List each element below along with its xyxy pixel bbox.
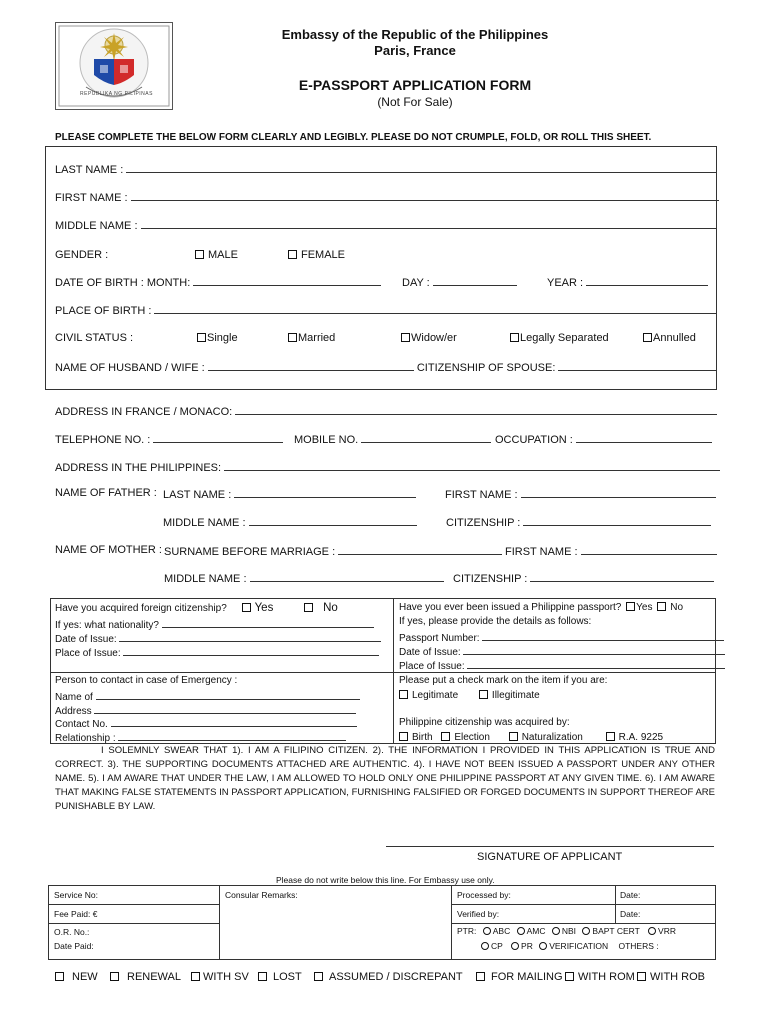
occupation-row (495, 432, 712, 446)
annulled-checkbox[interactable] (643, 333, 652, 342)
mother-middle-label: MIDDLE NAME : (164, 573, 247, 585)
civil-separated-option[interactable] (510, 332, 609, 344)
with-rom-label: WITH ROM (578, 971, 635, 983)
gender-label: GENDER : (55, 249, 109, 261)
passport-number-label: Passport Number: (399, 633, 480, 644)
emergency-contact-field[interactable] (111, 716, 357, 727)
place-of-birth-field[interactable] (154, 303, 716, 314)
telephone-field[interactable] (153, 432, 283, 443)
mobile-label: MOBILE NO. (294, 434, 359, 446)
passport-question-row (399, 602, 683, 613)
separated-label: Legally Separated (520, 332, 609, 344)
ptr-pr-label: PR (521, 941, 533, 951)
office-div-1 (219, 885, 220, 959)
mother-middle-field[interactable] (250, 571, 444, 582)
emergency-name-row (55, 689, 360, 703)
single-label: Single (207, 332, 238, 344)
mobile-field[interactable] (361, 432, 491, 443)
emergency-address-field[interactable] (94, 703, 356, 714)
legitimacy-options (399, 690, 540, 701)
signature-line[interactable] (386, 846, 714, 847)
office-hdiv-3 (451, 904, 715, 905)
ptr-others-label: OTHERS : (618, 941, 659, 951)
occupation-label: OCCUPATION : (495, 434, 573, 446)
father-citizenship-row (446, 515, 711, 529)
legitimate-label: Legitimate (412, 690, 459, 701)
father-last-field[interactable] (234, 487, 416, 498)
telephone-label: TELEPHONE NO. : (55, 434, 151, 446)
fee-paid-label: Fee Paid: € (54, 909, 98, 919)
dob-row (55, 275, 381, 289)
passport-yes-label: Yes (636, 602, 653, 613)
ptr-nbi-label: NBI (561, 926, 577, 936)
spouse-citizenship-label: CITIZENSHIP OF SPOUSE: (416, 362, 556, 374)
office-hdiv-2 (48, 923, 220, 924)
telephone-row (55, 432, 283, 446)
ptr-cp-label: CP (491, 941, 503, 951)
ptr-verification-label: VERIFICATION (549, 941, 609, 951)
foreign-no-label: No (323, 602, 338, 614)
with-sv-checkbox[interactable] (191, 972, 200, 981)
bottom-option-with-sv[interactable] (191, 971, 249, 983)
embassy-city: Paris, France (374, 43, 456, 58)
emergency-relationship-label: Relationship : (55, 733, 116, 744)
widow-checkbox[interactable] (401, 333, 410, 342)
consular-remarks-label: Consular Remarks: (225, 890, 298, 900)
passport-no-checkbox[interactable] (657, 602, 666, 611)
father-label: NAME OF FATHER : (55, 487, 157, 499)
ptr-label: PTR: (457, 926, 477, 936)
verified-date-label: Date: (620, 909, 641, 919)
civil-widow-option[interactable] (401, 332, 457, 344)
bottom-option-lost[interactable] (258, 971, 302, 983)
ptr-abc-label: ABC (492, 926, 511, 936)
female-label: FEMALE (301, 249, 346, 261)
ptr-vrr-radio[interactable] (648, 927, 656, 935)
ptr-amc-radio[interactable] (517, 927, 525, 935)
bottom-option-mailing[interactable] (476, 971, 563, 983)
ptr-vrr-label: VRR (658, 926, 676, 936)
mother-surname-field[interactable] (338, 544, 502, 555)
ptr-row-2 (481, 941, 659, 951)
dob-year-field[interactable] (586, 275, 708, 286)
signature-label: SIGNATURE OF APPLICANT (477, 851, 623, 863)
emergency-address-label: Address (55, 706, 92, 717)
form-instruction: PLEASE COMPLETE THE BELOW FORM CLEARLY AND LEGIBLY. PLEASE DO NOT CRUMPLE, FOLD, OR ROLL THIS SHEET. (55, 132, 652, 143)
mother-first-label: FIRST NAME : (505, 546, 578, 558)
emergency-relationship-field[interactable] (118, 730, 346, 741)
mother-first-field[interactable] (581, 544, 717, 555)
emergency-title: Person to contact in case of Emergency : (55, 675, 238, 686)
father-last-row (163, 487, 416, 501)
foreign-date-field[interactable] (119, 631, 381, 642)
spouse-citizenship-field[interactable] (558, 360, 716, 371)
verified-by-label: Verified by: (457, 909, 500, 919)
passport-date-field[interactable] (463, 644, 725, 655)
mother-surname-row (164, 544, 502, 558)
father-middle-label: MIDDLE NAME : (163, 517, 246, 529)
spouse-name-label: NAME OF HUSBAND / WIFE : (55, 362, 205, 374)
middle-name-label: MIDDLE NAME : (55, 220, 138, 232)
lost-checkbox[interactable] (258, 972, 267, 981)
ra-label: R.A. 9225 (618, 732, 664, 743)
father-last-label: LAST NAME : (163, 489, 232, 501)
ptr-abc-radio[interactable] (483, 927, 491, 935)
first-name-label: FIRST NAME : (55, 192, 128, 204)
foreign-place-field[interactable] (123, 645, 379, 656)
father-middle-row (163, 515, 417, 529)
passport-details: If yes, please provide the details as follows: (399, 616, 592, 627)
female-checkbox[interactable] (288, 250, 297, 259)
with-rob-checkbox[interactable] (637, 972, 646, 981)
foreign-place-row (55, 645, 379, 659)
father-first-field[interactable] (521, 487, 716, 498)
assumed-checkbox[interactable] (314, 972, 323, 981)
acquired-options (399, 732, 663, 743)
mailing-checkbox[interactable] (476, 972, 485, 981)
processed-by-label: Processed by: (457, 890, 511, 900)
ptr-cp-radio[interactable] (481, 942, 489, 950)
spouse-row (55, 360, 716, 374)
legitimate-checkbox[interactable] (399, 690, 408, 699)
mother-surname-label: SURNAME BEFORE MARRIAGE : (164, 546, 336, 558)
emergency-relationship-row (55, 730, 346, 744)
separated-checkbox[interactable] (510, 333, 519, 342)
single-checkbox[interactable] (197, 333, 206, 342)
illegitimate-label: Illegitimate (491, 690, 540, 701)
foreign-date-label: Date of Issue: (55, 634, 117, 645)
father-first-label: FIRST NAME : (445, 489, 518, 501)
married-checkbox[interactable] (288, 333, 297, 342)
oath-text: I SOLEMNLY SWEAR THAT 1). I AM A FILIPINO CITIZEN. 2). THE INFORMATION I PROVIDED IN THIS APPLICATION IS TRUE AND CORRECT. 3). THE SUPPORTING DOCUMENTS ATTACHED ARE AUTHENTIC. 4). I HAVE NOT BEEN ISSUED A PASSPORT UNDER ANY OTHER NAME. 5). I AM AWARE THAT UNDER THE LAW, I AM ALLOWED TO HOLD ONLY ONE PHILIPPINE PASSPORT AT ANY GIVEN TIME. 6). I AM AWARE THAT MAKING FALSE STATEMENTS IN PASSPORT APPLICATION, FURNISHING FALSIFIED OR FORGED DOCUMENTS IN SUPPORT THEREOF ARE PUNISHABLE BY LAW. (55, 745, 715, 812)
occupation-field[interactable] (576, 432, 712, 443)
foreign-yes-checkbox[interactable] (242, 603, 251, 612)
first-name-row (55, 190, 719, 204)
civil-annulled-option[interactable] (643, 332, 696, 344)
father-citizenship-label: CITIZENSHIP : (446, 517, 521, 529)
ptr-nbi-radio[interactable] (552, 927, 560, 935)
foreign-nationality-label: If yes: what nationality? (55, 620, 159, 631)
emergency-name-field[interactable] (96, 689, 360, 700)
office-hdiv-1 (48, 904, 220, 905)
last-name-row (55, 162, 716, 176)
male-label: MALE (208, 249, 238, 261)
bottom-option-new[interactable] (55, 971, 98, 983)
with-rom-checkbox[interactable] (565, 972, 574, 981)
personal-info-box (45, 146, 717, 390)
father-middle-field[interactable] (249, 515, 417, 526)
first-name-field[interactable] (131, 190, 719, 201)
ptr-pr-radio[interactable] (511, 942, 519, 950)
assumed-label: ASSUMED / DISCREPANT (329, 971, 463, 983)
bottom-option-with-rom[interactable] (565, 971, 635, 983)
civil-single-option[interactable] (197, 332, 238, 344)
foreign-nationality-row (55, 617, 374, 631)
form-subtitle: (Not For Sale) (377, 95, 453, 109)
address-ph-field[interactable] (224, 460, 720, 471)
birth-checkbox[interactable] (399, 732, 408, 741)
box-horizontal-divider (50, 672, 715, 673)
passport-date-row (399, 644, 725, 658)
birth-label: Birth (412, 732, 433, 743)
naturalization-checkbox[interactable] (509, 732, 518, 741)
middle-name-row (55, 218, 716, 232)
date-paid-label: Date Paid: (54, 941, 94, 951)
illegitimate-checkbox[interactable] (479, 690, 488, 699)
renewal-checkbox[interactable] (110, 972, 119, 981)
renewal-label: RENEWAL (127, 971, 181, 983)
embassy-seal (55, 22, 173, 110)
mother-middle-row (164, 571, 444, 585)
passport-number-row (399, 630, 724, 644)
foreign-place-label: Place of Issue: (55, 648, 121, 659)
widow-label: Widow/er (411, 332, 457, 344)
box-vertical-divider (393, 598, 394, 743)
form-title: E-PASSPORT APPLICATION FORM (298, 77, 532, 93)
office-div-2 (451, 885, 452, 959)
passport-place-label: Place of Issue: (399, 661, 465, 672)
gender-female-option[interactable] (288, 249, 345, 261)
gender-male-option[interactable] (195, 249, 238, 261)
ptr-verification-radio[interactable] (539, 942, 547, 950)
bottom-option-renewal[interactable] (110, 971, 181, 983)
lost-label: LOST (273, 971, 302, 983)
mother-first-row (505, 544, 717, 558)
foreign-date-row (55, 631, 381, 645)
passport-no-label: No (670, 602, 684, 613)
address-france-row (55, 404, 717, 418)
mailing-label: FOR MAILING (491, 971, 563, 983)
legitimacy-title: Please put a check mark on the item if you are: (399, 675, 608, 686)
emergency-contact-row (55, 716, 357, 730)
foreign-no-checkbox[interactable] (304, 603, 313, 612)
mother-citizenship-label: CITIZENSHIP : (453, 573, 528, 585)
emergency-name-label: Name of (55, 692, 93, 703)
election-checkbox[interactable] (441, 732, 450, 741)
place-of-birth-label: PLACE OF BIRTH : (55, 305, 152, 317)
passport-place-row (399, 658, 725, 672)
civil-married-option[interactable] (288, 332, 335, 344)
father-first-row (445, 487, 716, 501)
place-of-birth-row (55, 303, 716, 317)
foreign-nationality-field[interactable] (162, 617, 374, 628)
ra-checkbox[interactable] (606, 732, 615, 741)
ptr-bapt-radio[interactable] (582, 927, 590, 935)
dob-day (402, 275, 517, 289)
address-france-label: ADDRESS IN FRANCE / MONACO: (55, 406, 233, 418)
election-label: Election (454, 732, 490, 743)
dob-month-label: DATE OF BIRTH : MONTH: (55, 277, 191, 289)
naturalization-label: Naturalization (521, 732, 583, 743)
dob-year-label: YEAR : (547, 277, 584, 289)
embassy-name: Embassy of the Republic of the Philippines (281, 27, 549, 42)
with-sv-label: WITH SV (203, 971, 249, 983)
foreign-question-row (55, 602, 338, 614)
emergency-address-row (55, 703, 356, 717)
new-label: NEW (72, 971, 98, 983)
passport-question: Have you ever been issued a Philippine passport? (399, 602, 622, 613)
passport-date-label: Date of Issue: (399, 647, 461, 658)
mother-label: NAME OF MOTHER : (55, 544, 162, 556)
service-no-label: Service No: (54, 890, 98, 900)
passport-yes-checkbox[interactable] (626, 602, 635, 611)
or-no-label: O.R. No.: (54, 927, 90, 937)
annulled-label: Annulled (653, 332, 696, 344)
bottom-option-assumed[interactable] (314, 971, 463, 983)
ptr-row-1 (457, 926, 676, 936)
civil-status-label: CIVIL STATUS : (55, 332, 134, 344)
male-checkbox[interactable] (195, 250, 204, 259)
dob-day-field[interactable] (433, 275, 517, 286)
spouse-name-field[interactable] (208, 360, 414, 371)
address-ph-label: ADDRESS IN THE PHILIPPINES: (55, 462, 222, 474)
dob-day-label: DAY : (402, 277, 430, 289)
father-citizenship-field[interactable] (523, 515, 711, 526)
new-checkbox[interactable] (55, 972, 64, 981)
mobile-row (294, 432, 491, 446)
office-hdiv-4 (451, 923, 715, 924)
foreign-question: Have you acquired foreign citizenship? (55, 603, 227, 614)
foreign-yes-label: Yes (254, 602, 274, 614)
address-ph-row (55, 460, 720, 474)
middle-name-field[interactable] (141, 218, 716, 229)
emergency-contact-label: Contact No. (55, 719, 108, 730)
ptr-amc-label: AMC (526, 926, 546, 936)
married-label: Married (298, 332, 336, 344)
seal-text: REPUBLIKA NG PILIPINAS (80, 91, 153, 97)
with-rob-label: WITH ROB (650, 971, 705, 983)
passport-number-field[interactable] (482, 630, 724, 641)
dob-month-field[interactable] (193, 275, 381, 286)
acquired-title: Philippine citizenship was acquired by: (399, 717, 570, 728)
mother-citizenship-field[interactable] (530, 571, 714, 582)
passport-place-field[interactable] (467, 658, 725, 669)
ptr-bapt-label: BAPT CERT (592, 926, 640, 936)
processed-date-label: Date: (620, 890, 641, 900)
bottom-option-with-rob[interactable] (637, 971, 705, 983)
address-france-field[interactable] (235, 404, 717, 415)
mother-citizenship-row (453, 571, 714, 585)
office-note: Please do not write below this line. For Embassy use only. (276, 875, 495, 885)
last-name-field[interactable] (126, 162, 716, 173)
last-name-label: LAST NAME : (55, 164, 124, 176)
dob-year (547, 275, 708, 289)
